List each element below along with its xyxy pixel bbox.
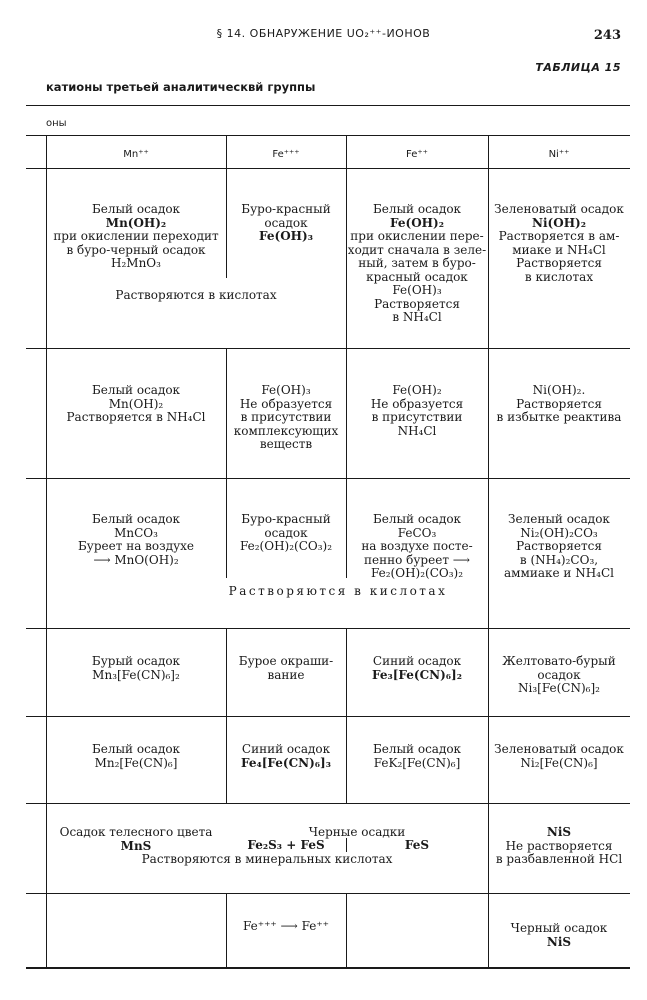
formula: H₂MnO₃ [111,256,161,270]
line: в кислотах [524,269,594,284]
line: Растворяется в NH₄Cl [66,410,206,424]
column-header-fe3: Fe⁺⁺⁺ [272,149,300,160]
formula: Ni₂(OH)₂CO₃ [520,525,598,540]
line: красный осадок [366,269,468,284]
line: при окислении пере- [350,229,484,243]
formula: Mn(OH)₂ [108,396,164,411]
reaction: Fe⁺⁺⁺ ⟶ Fe⁺⁺ [242,919,330,933]
line: в NH₄Cl [392,310,442,324]
line: при окислении переходит [53,229,219,243]
line: пенно буреет ⟶ [364,552,470,567]
column-header-mn: Mn⁺⁺ [123,149,149,160]
formula: Mn₃[Fe(CN)₆]₂ [92,667,180,682]
formula: Fe(OH)₃ [261,383,311,397]
row3-note: Растворяются в кислотах [228,584,448,598]
cell-r5-fe2 [346,743,488,770]
rule-row-1 [26,348,630,349]
line: ходит сначала в зеле- [347,242,487,257]
line: в разбавленной HCl [495,852,623,866]
formula: MnS [120,838,152,853]
line: в присутствии [240,410,332,424]
formula: NiS [546,825,572,839]
formula: Mn₂[Fe(CN)₆] [94,755,178,770]
rule-row-3 [26,628,630,629]
cell-r5-fe3 [226,743,346,770]
formula: Fe₄[Fe(CN)₆]₃ [241,755,331,770]
rule-header-bottom [26,168,630,169]
cell-r6-ni [488,826,630,867]
formula: Fe₂(OH)₂(CO₃)₂ [370,566,464,580]
formula: Fe(OH)₃ [259,229,313,243]
cell-r1-ni [488,203,630,284]
line: аммиаке и NH₄Cl [504,566,614,580]
rule-row-4 [26,716,630,717]
line: Белый осадок [372,512,462,526]
cell-r7-fe3 [226,920,346,934]
cell-r4-mn [46,655,226,682]
line: Синий осадок [372,654,462,668]
line: в избытке реактива [496,410,622,424]
formula: NiS [546,934,572,949]
formula: Ni₃[Fe(CN)₆]₂ [518,681,600,695]
line: Осадок телесного цвета [59,825,213,839]
cell-r2-fe3 [226,384,346,452]
line: Зеленоватый осадок [494,202,624,216]
line: на воздухе посте- [361,539,473,553]
line: в буро-черный осадок [66,242,206,257]
rule-row-5 [26,803,630,804]
table-caption: катионы третьей аналитическвй группы [46,80,316,94]
line: Не образуется [239,396,333,411]
column-header-ni: Ni⁺⁺ [548,149,570,160]
row1-note: Растворяются в кислотах [115,288,277,302]
column-rule-2-row7 [346,893,347,968]
line: в (NH₄)₂CO₃, [519,552,599,567]
line: Белый осадок [91,512,181,526]
line: Растворяется [516,396,602,411]
line: Зеленый осадок [508,512,610,526]
running-head: § 14. ОБНАРУЖЕНИЕ UO₂⁺⁺-ИОНОВ [216,27,431,40]
line: Синий осадок [241,742,331,756]
cell-r2-mn [46,384,226,425]
line: в присутствии [371,410,463,424]
line: Желтовато-бурый [502,654,616,668]
cell-r5-ni [488,743,630,770]
line: Растворяется [516,256,602,270]
rule-row-2 [26,478,630,479]
cell-r1-fe3 [226,203,346,244]
line: Растворяется в ам- [498,229,620,243]
line: Не образуется [370,396,464,411]
line: ⟶ MnO(OH)₂ [93,552,179,567]
formula: Ni₂[Fe(CN)₆] [520,755,598,770]
line: осадок [537,667,581,682]
cell-r1-fe2 [346,203,488,325]
page-number: 243 [593,28,621,43]
cell-r3-mn [46,513,226,567]
formula-fe2s3-fes: Fe₂S₃ + FeS [247,838,325,852]
formula: Fe₂(OH)₂(CO₃)₂ [239,539,333,553]
rule-header-top [26,135,630,136]
formula: MnCO₃ [114,525,158,540]
cell-r4-ni [488,655,630,696]
line: ный, затем в буро- [358,256,476,270]
cell-r6-mn [46,826,226,853]
line: Буро-красный [241,202,331,216]
rule-bottom [26,967,630,969]
rule-top [26,105,630,106]
cell-r2-fe2 [346,384,488,438]
line: миаке и NH₄Cl [512,242,606,257]
line: Буро-красный [241,512,331,526]
formula-fes: FeS [404,838,430,852]
formula: FeK₂[Fe(CN)₆] [373,755,461,770]
cell-r4-fe2 [346,655,488,682]
column-header-fe2: Fe⁺⁺ [406,149,428,160]
rule-row-6 [26,893,630,894]
line: Белый осадок [91,202,181,216]
formula: NH₄Cl [397,423,437,438]
black-precipitates-label: Черные осадки [308,825,406,839]
formula: Ni(OH)₂ [532,215,586,230]
cell-r3-fe2 [346,513,488,581]
line: Растворяется [374,296,460,311]
formula: Fe₃[Fe(CN)₆]₂ [372,667,462,682]
line: осадок [264,215,308,230]
line: Не растворяется [505,838,613,853]
table-label: ТАБЛИЦА 15 [535,61,621,74]
cell-r7-ni [488,922,630,949]
cell-r5-mn [46,743,226,770]
line: Буреет на воздухе [77,539,195,553]
line: веществ [259,437,313,451]
line: Черный осадок [510,921,608,935]
line: Растворяется [516,539,602,553]
formula: Ni(OH)₂. [532,383,586,397]
formula: Fe(OH)₃ [392,283,442,297]
line: вание [267,667,305,682]
line: осадок [264,525,308,540]
line: Белый осадок [372,202,462,216]
cell-r4-fe3 [226,655,346,682]
line: Зеленоватый осадок [494,742,624,756]
table-subcaption: оны [46,118,67,129]
cell-r1-mn [46,203,226,271]
cell-r2-ni [488,384,630,425]
row6-note: Растворяются в минеральных кислотах [141,852,393,866]
cell-r3-fe3 [226,513,346,554]
line: комплексующих [233,423,339,438]
formula: Fe(OH)₂ [392,383,442,397]
line: Бурое окраши- [238,654,334,668]
line: Белый осадок [372,742,462,756]
formula: FeCO₃ [397,525,437,540]
line: Белый осадок [91,742,181,756]
formula: Mn(OH)₂ [105,215,167,230]
formula: Fe(OH)₂ [390,215,444,230]
cell-r3-ni [488,513,630,581]
line: Белый осадок [91,383,181,397]
line: Бурый осадок [91,654,181,668]
